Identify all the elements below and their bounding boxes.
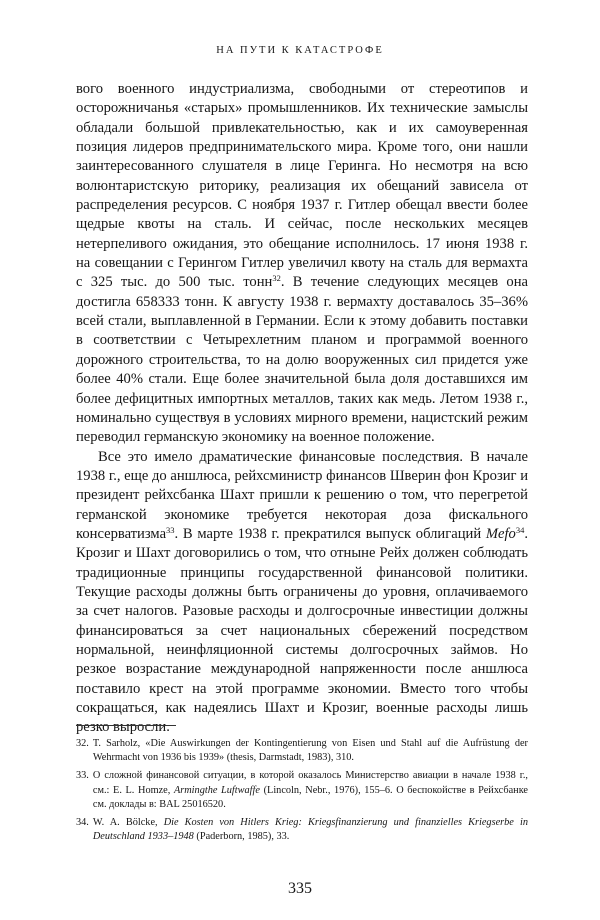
footnote-34 (76, 816, 528, 844)
footnote-text-part: (Lincoln, Nebr., 1976), 155–6. О беспокойстве в Рейхсбанке см. доклады в: BAL 25016520. (92, 784, 529, 810)
running-title: НА ПУТИ К КАТАСТРОФЕ (216, 45, 384, 56)
paragraph-2-part-b: . В марте 1938 г. прекратился выпуск облигаций (174, 525, 486, 542)
paragraph-1-part-b: . В течение следующих месяцев она достигла 658333 тонн. К августу 1938 г. вермахту доставалось 35–36% всей стали, выплавленной в Германии. Если к этому добавить поставки в соответствии с Четырехлетним планом и программой военного дорожного строительства, то на долю вооруженных сил придется уже более 40% стали. Еще более значительной была доля доставшихся им более дефицитных импортных металлов, таких как медь. Летом 1938 г., номинально существуя в условиях мирного времени, нацистский режим переводил германскую экономику на военное положение. (76, 274, 529, 446)
footnote-ref-32[interactable]: 32 (272, 273, 281, 284)
footnote-ref-33[interactable]: 33 (166, 524, 175, 535)
footnotes (76, 737, 528, 848)
footnote-number: 33. (76, 770, 89, 782)
footnote-ref-34[interactable]: 34 (515, 524, 525, 535)
paragraph-1 (76, 80, 528, 448)
page-number: 335 (288, 880, 312, 897)
footnote-number: 32. (76, 738, 89, 749)
footnote-33 (76, 769, 528, 812)
footnote-number: 34. (76, 817, 89, 829)
footnote-text (93, 816, 528, 844)
book-title: Armingthe Luftwaffe (173, 784, 260, 796)
paragraph-2 (76, 448, 528, 738)
footnote-text-part: О сложной финансовой ситуации, в которой оказалось Министерство авиации в начале 1938 г., см.: E. L. Homze, (92, 770, 528, 796)
paragraph-1-part-a: вого военного индустриализма, свободными от стереотипов и осторожничанья «старых» промышленников. Их технические замыслы обладали большой привлекательностью, как и их самоуверенная позиция лидеров предпринимательского мира. Кроме того, они нашли заинтересованного слушателя в лице Геринга. Но несмотря на всю волюнтаристскую риторику, реализация их обещаний зависела от распределения ресурсов. С ноября 1937 г. Гитлер обещал ввести более щедрые квоты на сталь. И сейчас, после нескольких месяцев нетерпеливого ожидания, это обещание исполнилось. 17 июня 1938 г. на совещании с Герингом Гитлер увеличил квоту на сталь для вермахта с 325 тыс. до 500 тыс. тонн (76, 81, 528, 291)
footnote-text: T. Sarholz, «Die Auswirkungen der Kontingentierung von Eisen und Stahl auf die Aufrüstung der Wehrmacht von 1936 bis 1939» (thesis, Darmstadt, 1983), 310. (92, 738, 528, 764)
paragraph-2-part-c: . Крозиг и Шахт договорились о том, что отныне Рейх должен соблюдать традиционные принципы государственной финансовой политики. Текущие расходы должны быть ограничены до уровня, оплачиваемого за счет налогов. Разовые расходы и долгосрочные инвестиции должны финансироваться за счет национальных сбережений посредством нормальной, неинфляционной системы долгосрочных займов. Но резкое возрастание международной напряженности после аншлюса поставило крест на этой программе экономии. Вместо того чтобы сокращаться, как надеялись Шахт и Крозиг, военные расходы лишь резко выросли. (76, 525, 528, 736)
mefo-term: Mefo (485, 525, 516, 542)
main-text (76, 80, 528, 738)
footnote-text-part: (Paderborn, 1985), 33. (193, 831, 290, 843)
footnote-text-part: W. A. Bölcke, (92, 817, 164, 829)
paragraph-2-part-a: Все это имело драматические финансовые последствия. В начале 1938 г., еще до аншлюса, рейхсминистр финансов Шверин фон Крозиг и президент рейхсбанка Шахт пришли к решению о том, что перегретой германской экономике требуется некоторая доза фискального консерватизма (76, 448, 528, 542)
book-title: Die Kosten von Hitlers Krieg: Kriegsfinanzierung und finanzielles Kriegserbe in Deutschland 1933–1948 (92, 817, 528, 843)
footnote-text (93, 769, 528, 812)
footnote-divider (76, 725, 176, 726)
footnote-32 (76, 737, 528, 765)
